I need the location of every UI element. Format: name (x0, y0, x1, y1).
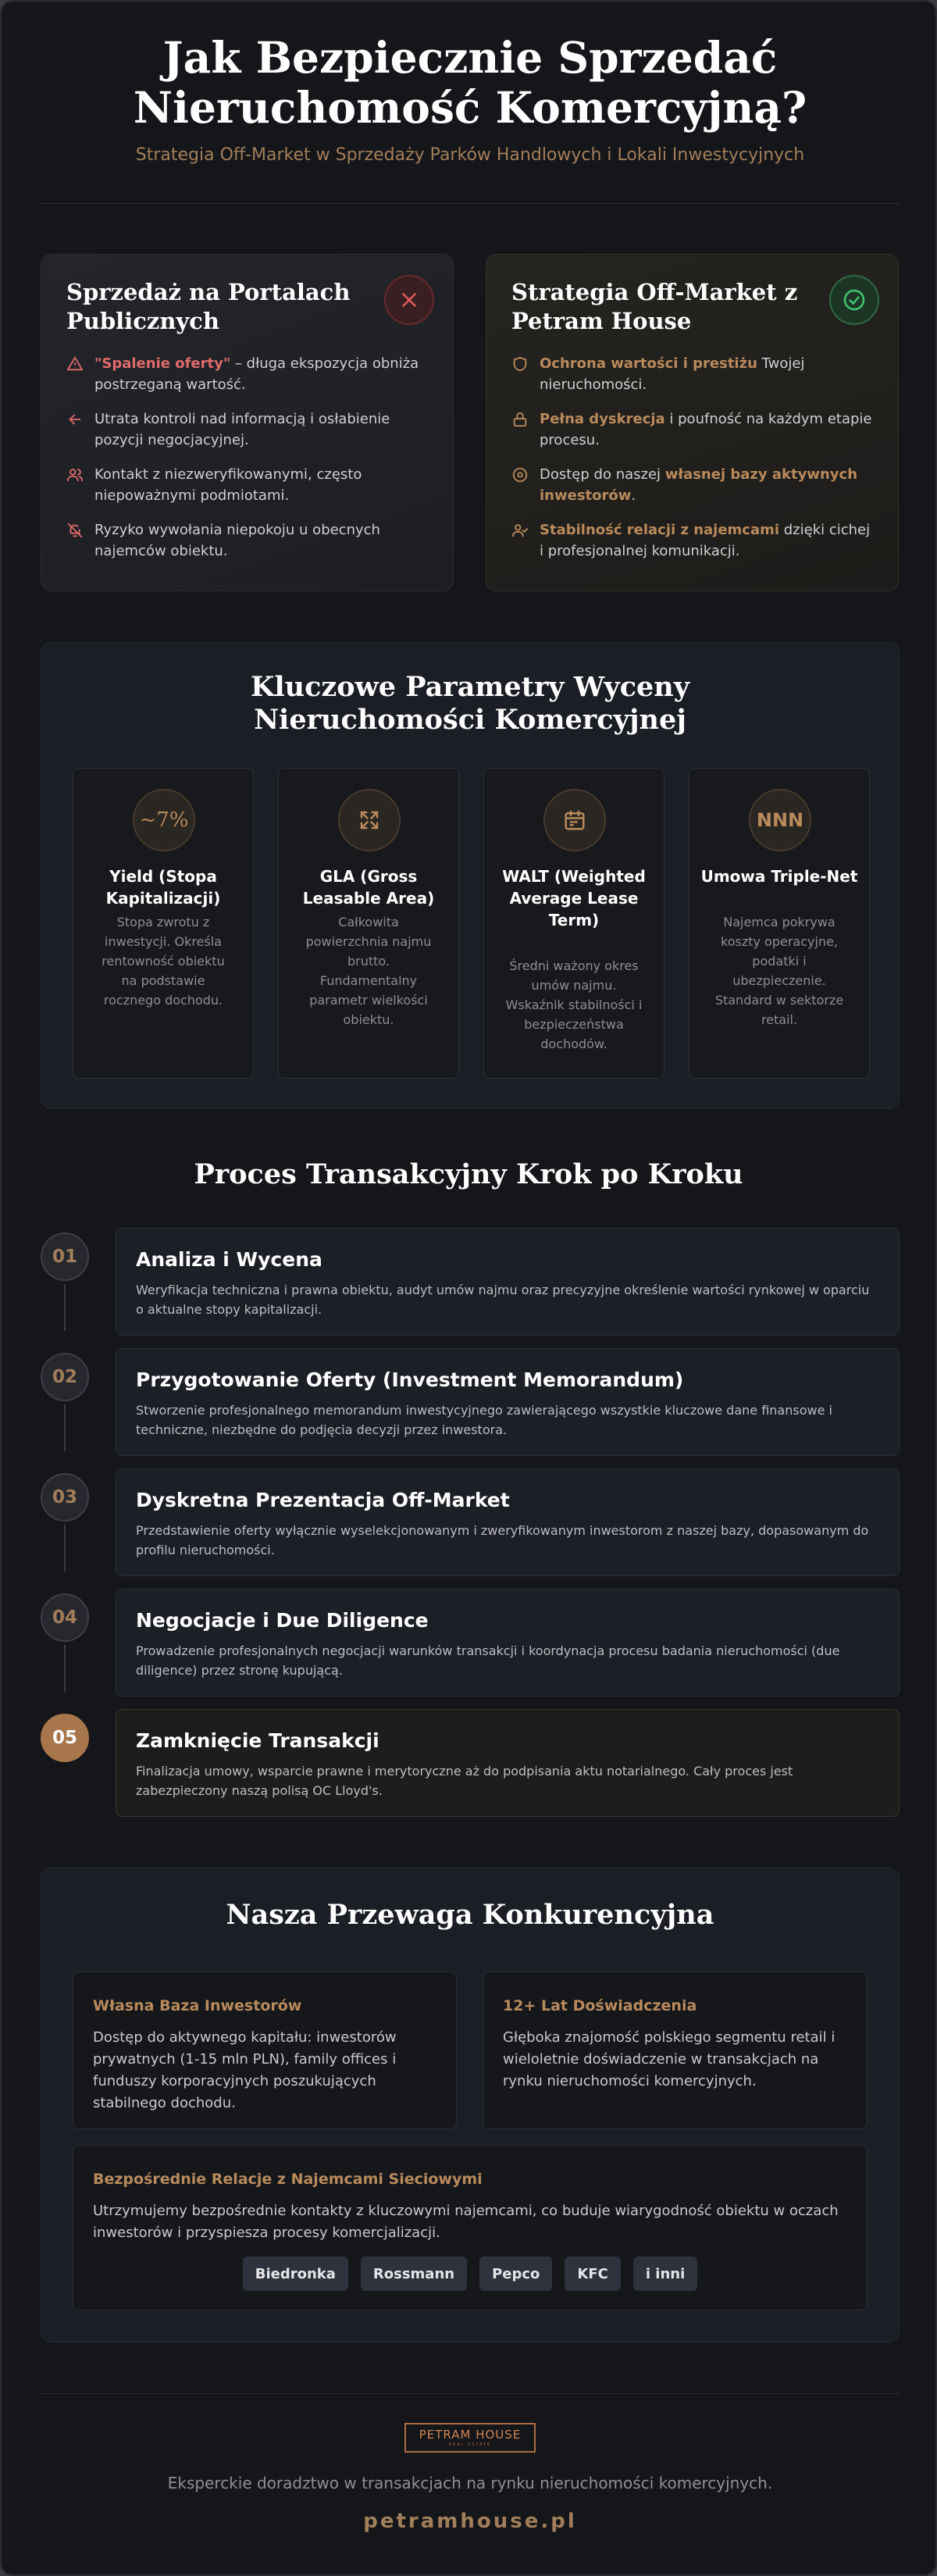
step-desc: Przedstawienie oferty wyłącznie wyselekcjonowanym i zweryfikowanym inwestorom z naszej bazy, dopasowanym do profilu nieruchomości. (136, 1523, 869, 1557)
advantage-text: Głęboka znajomość polskiego segmentu retail i wieloletnie doświadczenie w transakcjach na rynku nieruchomości komercyjnych. (503, 2029, 835, 2089)
tenant-tag: KFC (565, 2257, 620, 2291)
step-number: 04 (41, 1593, 89, 1642)
step-number: 02 (41, 1353, 89, 1401)
arrow-left-icon (66, 411, 84, 428)
list-item (511, 409, 873, 451)
item-text: dzięki cichej i profesjonalnej komunikacji. (540, 522, 871, 559)
advantage-title: Bezpośrednie Relacje z Najemcami Sieciowymi (93, 2171, 483, 2188)
item-text: Dostęp do naszej (540, 466, 665, 483)
advantage-text: Utrzymujemy bezpośrednie kontakty z kluczowymi najemcami, co buduje wiarygodność obiektu w oczach inwestorów i przyspiesza procesy komercjalizacji. (93, 2203, 839, 2241)
advantage-tenant-relations (73, 2145, 868, 2310)
off-market-card (486, 254, 899, 591)
public-portals-card (41, 254, 454, 591)
step-title: Analiza i Wycena (136, 1248, 322, 1271)
user-check-icon (511, 522, 529, 539)
step-desc: Stworzenie profesjonalnego memorandum inwestycyjnego zawierającego wszystkie kluczowe dane finansowe i techniczne, niezbędne do podjęcia decyzji przez inwestora. (136, 1403, 832, 1437)
step-connector (64, 1284, 66, 1331)
item-text: Kontakt z niezweryfikowanymi, często niepoważnymi podmiotami. (94, 466, 362, 504)
item-text: Ryzyko wywołania niepokoju u obecnych najemców obiektu. (94, 522, 380, 559)
petram-house-logo: PETRAM HOUSE REAL ESTATE (404, 2423, 536, 2453)
title-line-1: Jak Bezpiecznie Sprzedać (162, 32, 778, 83)
card-title: Strategia Off-Market z Petram House (511, 279, 798, 334)
step-desc: Prowadzenie profesjonalnych negocjacji warunków transakcji i koordynacja procesu badania nieruchomości (due diligence) przez stronę kupującą. (136, 1643, 840, 1678)
list-item (66, 464, 428, 506)
item-text: Utrata kontroli nad informacją i osłabienie pozycji negocjacyjnej. (94, 411, 390, 448)
page-subtitle: Strategia Off-Market w Sprzedaży Parków Handlowych i Lokali Inwestycyjnych (135, 145, 805, 165)
warning-icon (66, 355, 84, 373)
list-item (511, 353, 873, 395)
step-desc: Weryfikacja techniczna i prawna obiektu, audyt umów najmu oraz precyzyjne określenie wartości rynkowej w oparciu o aktualne stopy kapitalizacji. (136, 1283, 870, 1317)
process-title: Proces Transakcyjny Krok po Kroku (194, 1158, 743, 1190)
risk-list (66, 353, 428, 562)
calendar-icon (543, 789, 606, 851)
param-card-gla (278, 768, 459, 1079)
title-line-2: Nieruchomość Komercyjną? (133, 82, 807, 133)
card-title: Sprzedaż na Portalach Publicznych (66, 279, 351, 334)
step-title: Negocjacje i Due Diligence (136, 1609, 429, 1632)
tenant-tags (73, 2257, 867, 2291)
section-title: Kluczowe Parametry Wyceny Nieruchomości Komercyjnej (250, 671, 690, 736)
percent-icon: ~7% (133, 789, 195, 851)
param-name: Yield (Stopa Kapitalizacji) (105, 867, 221, 908)
advantage-experience (483, 1971, 868, 2129)
param-name: Umowa Triple-Net (700, 867, 858, 886)
advantage-title: 12+ Lat Doświadczenia (503, 1997, 697, 2014)
tenant-tag: i inni (633, 2257, 697, 2291)
step-title: Dyskretna Prezentacja Off-Market (136, 1489, 510, 1511)
item-text: i poufność na każdym etapie procesu. (540, 411, 872, 448)
param-card-walt (483, 768, 664, 1079)
tenant-tag: Rossmann (361, 2257, 467, 2291)
param-desc: Średni ważony okres umów najmu. Wskaźnik stabilności i bezpieczeństwa dochodów. (505, 958, 643, 1051)
shield-icon (511, 355, 529, 373)
section-title: Nasza Przewaga Konkurencyjna (226, 1899, 714, 1931)
check-icon (829, 275, 879, 325)
item-highlight: Pełna dyskrecja (540, 411, 665, 427)
nnn-icon: NNN (749, 789, 811, 851)
step-desc: Finalizacja umowy, wsparcie prawne i merytoryczne aż do podpisania aktu notarialnego. Cały proces jest zabezpieczony naszą polisą OC Lloyd's. (136, 1764, 793, 1798)
step-connector (64, 1645, 66, 1692)
tenant-tag: Pepco (479, 2257, 552, 2291)
step-title: Zamknięcie Transakcji (136, 1729, 379, 1752)
item-text: . (631, 487, 636, 504)
step-card (116, 1709, 900, 1817)
step-card (116, 1468, 900, 1576)
page-title (2, 33, 937, 133)
param-name: GLA (Gross Leasable Area) (302, 867, 435, 908)
list-item (66, 519, 428, 562)
advantage-text: Dostęp do aktywnego kapitału: inwestorów prywatnych (1-15 mln PLN), family offices i funduszy korporacyjnych poszukujących stabilnego dochodu. (93, 2029, 397, 2111)
step-number: 03 (41, 1473, 89, 1522)
list-item (66, 353, 428, 395)
footer-tagline: Eksperckie doradztwo w transakcjach na rynku nieruchomości komercyjnych. (167, 2474, 773, 2492)
x-icon (384, 275, 434, 325)
benefit-list (511, 353, 873, 562)
website-link[interactable]: petramhouse.pl (363, 2510, 577, 2533)
tenant-tag: Biedronka (243, 2257, 348, 2291)
item-highlight: Stabilność relacji z najemcami (540, 522, 780, 538)
lock-icon (511, 411, 529, 428)
list-item (66, 409, 428, 451)
advantage-investor-base (73, 1971, 457, 2129)
divider (41, 2393, 900, 2394)
target-icon (511, 466, 529, 483)
step-card (116, 1348, 900, 1456)
item-text: Twojej nieruchomości. (540, 355, 805, 393)
valuation-parameters-section (41, 642, 900, 1109)
step-title: Przygotowanie Oferty (Investment Memorandum) (136, 1368, 684, 1391)
param-desc: Całkowita powierzchnia najmu brutto. Fundamentalny parametr wielkości obiektu. (305, 915, 432, 1027)
expand-icon (338, 789, 401, 851)
param-card-triple-net (689, 768, 870, 1079)
divider (41, 203, 900, 204)
param-desc: Stopa zwrotu z inwestycji. Określa rentowność obiektu na podstawie rocznego dochodu. (102, 915, 225, 1008)
step-card (116, 1228, 900, 1336)
users-icon (66, 466, 84, 483)
step-card (116, 1589, 900, 1697)
bell-off-icon (66, 522, 84, 539)
list-item (511, 519, 873, 562)
item-highlight: "Spalenie oferty" (94, 355, 231, 372)
item-highlight: Ochrona wartości i prestiżu (540, 355, 757, 372)
list-item (511, 464, 873, 506)
step-connector (64, 1404, 66, 1451)
param-card-yield (73, 768, 254, 1079)
step-connector (64, 1525, 66, 1572)
param-name: WALT (Weighted Average Lease Term) (502, 867, 646, 929)
item-highlight: własnej bazy aktywnych inwestorów (540, 466, 858, 504)
param-desc: Najemca pokrywa koszty operacyjne, podatki i ubezpieczenie. Standard w sektorze retail. (714, 915, 844, 1027)
step-number: 01 (41, 1233, 89, 1281)
competitive-advantage-section (41, 1868, 900, 2342)
item-text: – długa ekspozycja obniża postrzeganą wartość. (94, 355, 419, 393)
step-number-active: 05 (41, 1714, 89, 1762)
advantage-title: Własna Baza Inwestorów (93, 1997, 302, 2014)
